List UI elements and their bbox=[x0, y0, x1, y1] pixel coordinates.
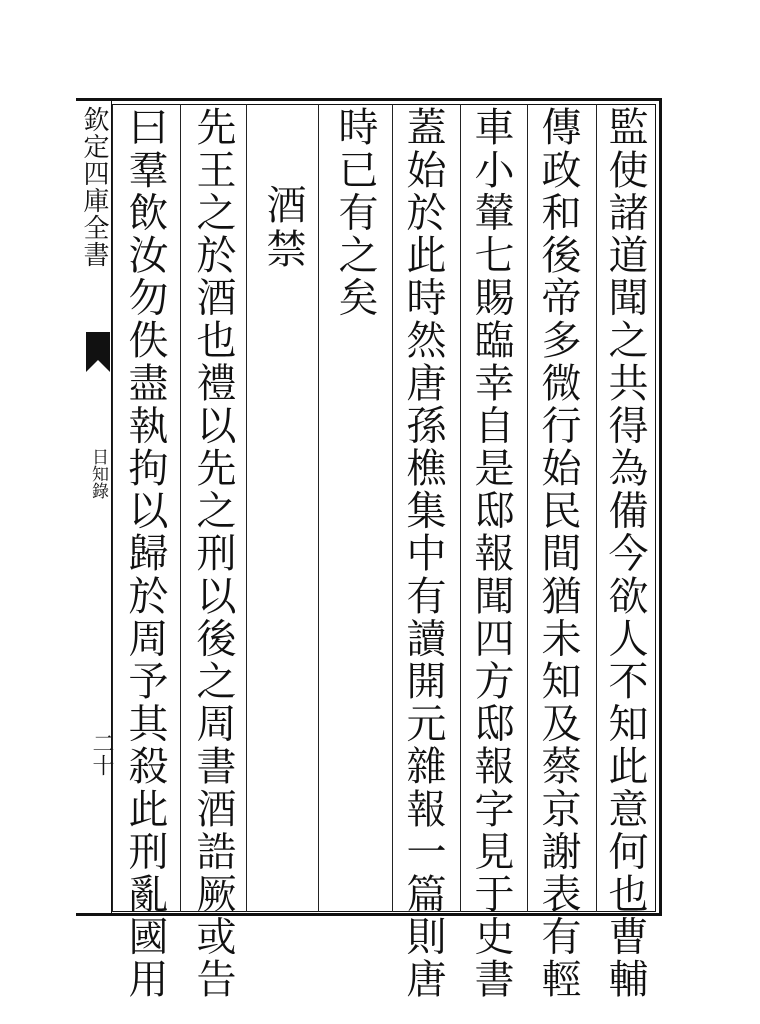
book-subtitle: 日知錄 bbox=[88, 448, 108, 499]
text-column-7: 先王之於酒也禮以先之刑以後之周書酒誥厥或告 bbox=[190, 106, 236, 1001]
text-column-2: 傳政和後帝多微行始民間猶未知及蔡京謝表有輕 bbox=[535, 106, 581, 1001]
text-column-8: 曰羣飲汝勿佚盡執拘以歸於周予其殺此刑亂國用 bbox=[122, 106, 168, 1001]
text-column-1: 監使諸道聞之共得為備今欲人不知此意何也曹輔 bbox=[602, 106, 648, 1001]
section-heading: 酒禁 bbox=[260, 184, 306, 272]
book-title: 欽定四庫全書 bbox=[79, 106, 109, 268]
page-number: 二十 bbox=[89, 732, 114, 776]
text-column-5: 時已有之矣 bbox=[332, 106, 378, 319]
text-column-3: 車小輦七賜臨幸自是邸報聞四方邸報字見于史書 bbox=[468, 106, 514, 1001]
text-column-4: 蓋始於此時然唐孫樵集中有讀開元雜報一篇則唐 bbox=[400, 106, 446, 1001]
